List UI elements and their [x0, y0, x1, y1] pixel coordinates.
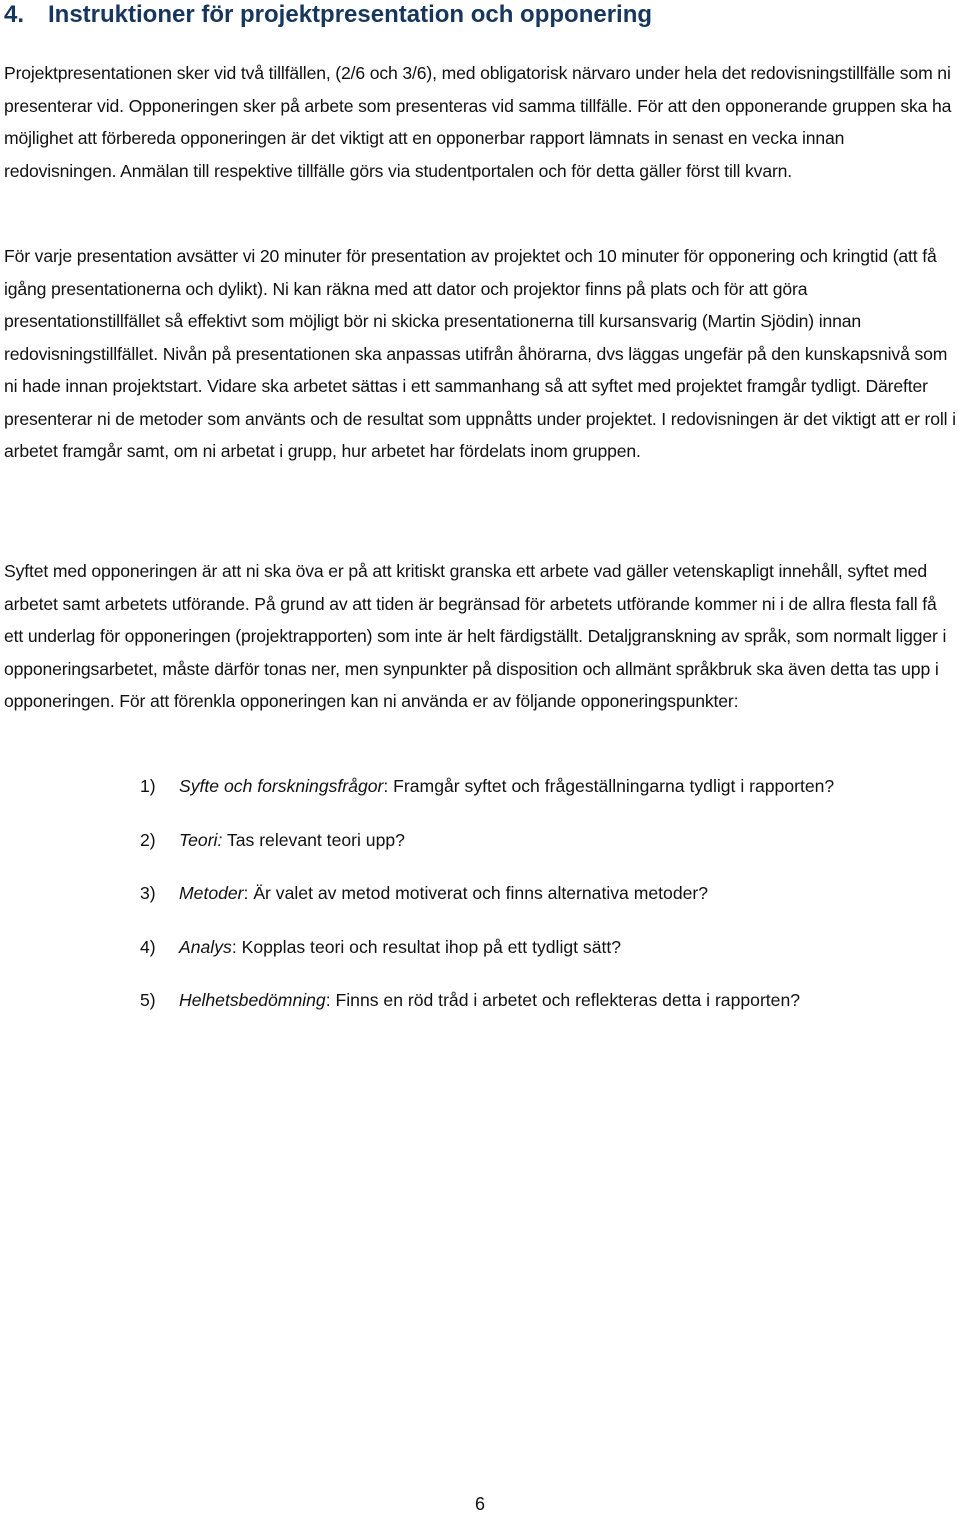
list-item-marker: 3) [140, 883, 156, 903]
list-item-marker: 2) [140, 829, 156, 850]
list-item-term: Syfte och forskningsfrågor [179, 776, 384, 796]
list-item-marker: 4) [140, 936, 156, 957]
list-item-term: Helhetsbedömning [179, 990, 326, 1010]
list-item [140, 877, 950, 910]
list-item-marker: 1) [140, 776, 156, 796]
list-item-text: Tas relevant teori upp? [222, 829, 405, 850]
opposition-points-list [140, 770, 950, 1038]
list-item-separator: : [325, 990, 331, 1010]
paragraph-presentation-schedule: Projektpresentationen sker vid två tillfällen, (2/6 och 3/6), med obligatorisk närvaro under hela det redovisningstillfälle som ni presenterar vid. Opponeringen sker på arbete som presenteras vid samma tillfälle. För att den opponerande gruppen ska ha möjlighet att förbereda opponeringen är det viktigt att en opponerbar rapport lämnats in senast en vecka innan redovisningen. Anmälan till respektive tillfälle görs via studentportalen och för detta gäller först till kvarn. [4, 63, 952, 181]
section-heading [4, 0, 652, 30]
paragraph-presentation-format: För varje presentation avsätter vi 20 minuter för presentation av projektet och 10 minuter för opponering och kringtid (att få igång presentationerna och dylikt). Ni kan räkna med att dator och projektor finns på plats och för att göra presentationstillfället så effektivt som möjligt bör ni skicka presentationerna till kursansvarig (Martin Sjödin) innan redovisningstillfället. Nivån på presentationen ska anpassas utifrån åhörarna, dvs läggas ungefär på den kunskapsnivå som ni hade innan projektstart. Vidare ska arbetet sättas i ett sammanhang så att syftet med projektet framgår tydligt. Därefter presenterar ni de metoder som använts och de resultat som uppnåtts under projektet. I redovisningen är det viktigt att er roll i arbetet framgår samt, om ni arbetat i grupp, hur arbetet har fördelats inom gruppen. [4, 246, 956, 461]
section-title: Instruktioner för projektpresentation och opponering [48, 1, 653, 28]
list-item-term: Metoder [179, 883, 244, 903]
list-item-marker: 5) [140, 990, 156, 1010]
list-item-text: Är valet av metod motiverat och finns alternativa metoder? [248, 883, 709, 903]
list-item-text: Kopplas teori och resultat ihop på ett tydligt sätt? [236, 936, 622, 957]
list-item-text: Framgår syftet och frågeställningarna tydligt i rapporten? [388, 776, 835, 796]
list-item-text: Finns en röd tråd i arbetet och reflekteras detta i rapporten? [330, 990, 801, 1010]
list-item [140, 984, 950, 1017]
list-item-term: Analys [179, 936, 232, 957]
list-item [140, 770, 950, 803]
section-number: 4. [4, 1, 25, 28]
list-item-separator: : [383, 776, 389, 796]
paragraph-opposition-purpose: Syftet med opponeringen är att ni ska öva er på att kritiskt granska ett arbete vad gäller vetenskapligt innehåll, syftet med arbetet samt arbetets utförande. På grund av att tiden är begränsad för arbetets utförande kommer ni i de allra flesta fall få ett underlag för opponeringen (projektrapporten) som inte är helt färdigställt. Detaljgranskning av språk, som normalt ligger i opponeringsarbetet, måste därför tonas ner, men synpunkter på disposition och allmänt språkbruk ska även detta tas upp i opponeringen. För att förenkla opponeringen kan ni använda er av följande opponeringspunkter: [4, 561, 947, 711]
list-item-term: Teori: [179, 829, 223, 850]
list-item [140, 824, 950, 857]
list-item [140, 931, 950, 964]
list-item-separator: : [231, 936, 237, 957]
list-item-separator: : [243, 883, 249, 903]
page-number: 6 [474, 1494, 485, 1514]
